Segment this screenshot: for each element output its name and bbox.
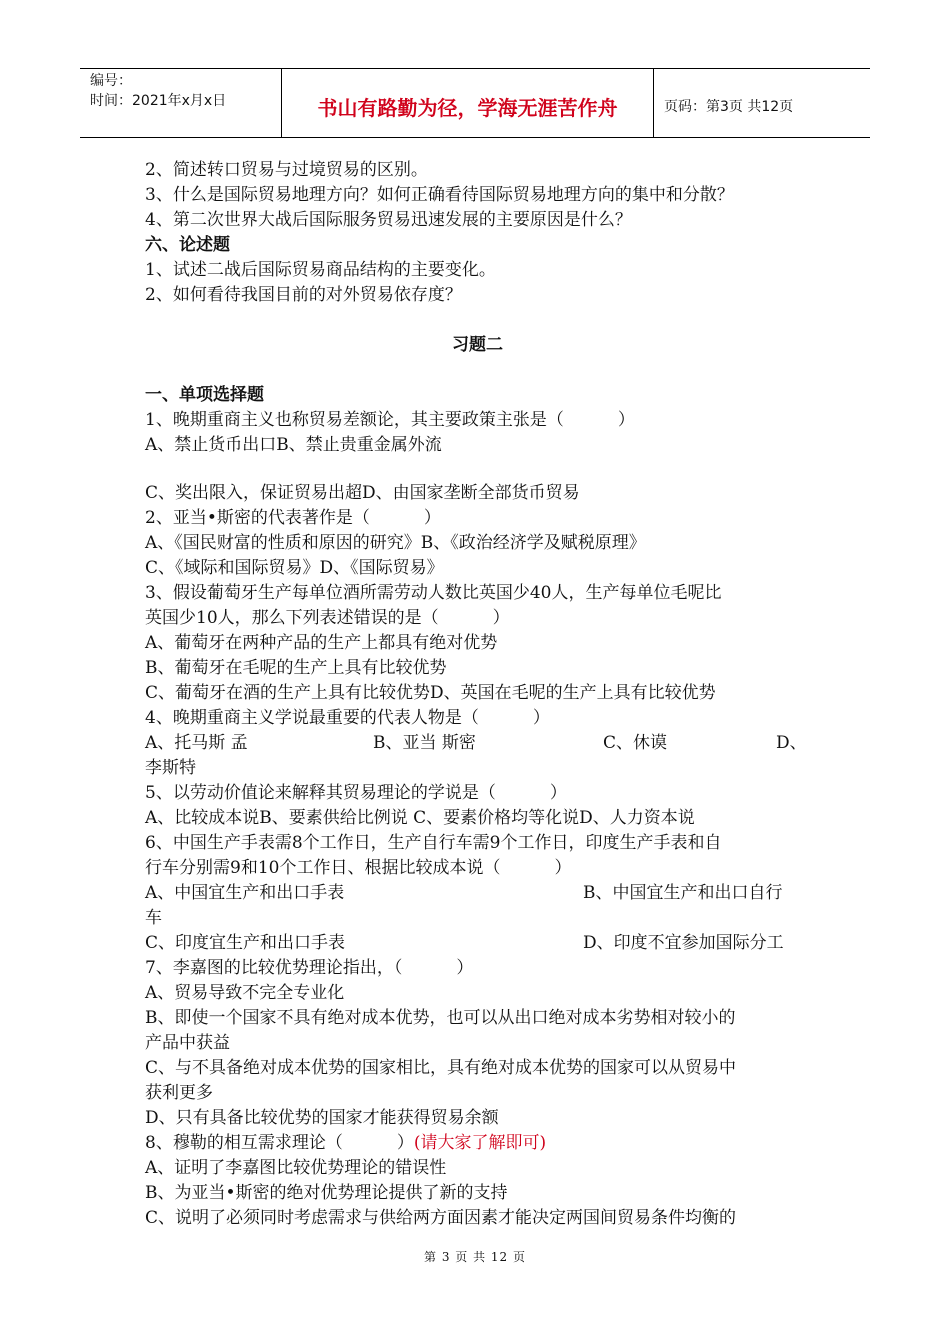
question-stem: 3、假设葡萄牙生产每单位酒所需劳动人数比英国少40人，生产每单位毛呢比 <box>145 583 722 603</box>
option-row <box>145 931 810 956</box>
option-line: A、贸易导致不完全专业化 <box>145 983 345 1003</box>
number-label: 编号： <box>90 73 132 89</box>
question-stem: 4、晚期重商主义学说最重要的代表人物是（ ） <box>145 708 550 728</box>
question-stem: 2、亚当•斯密的代表著作是（ ） <box>145 508 441 528</box>
option-b: B、亚当 斯密 <box>373 733 476 753</box>
header-meta <box>80 69 282 137</box>
header-page-info: 页码：第3页 共12页 <box>664 99 794 115</box>
question-line: 2、如何看待我国目前的对外贸易依存度？ <box>145 285 462 305</box>
question-line: 4、第二次世界大战后国际服务贸易迅速发展的主要原因是什么？ <box>145 210 632 230</box>
document-body <box>145 158 810 1231</box>
section-heading: 六、论述题 <box>145 235 230 255</box>
header-motto: 书山有路勤为径，学海无涯苦作舟 <box>282 69 654 137</box>
option-c: C、休谟 <box>603 733 668 753</box>
option-line: C、与不具备绝对成本优势的国家相比，具有绝对成本优势的国家可以从贸易中 <box>145 1058 737 1078</box>
date-label: 时间：2021年x月x日 <box>90 93 227 109</box>
option-line: 获利更多 <box>145 1083 213 1103</box>
question-stem: 英国少10人，那么下列表述错误的是（ ） <box>145 608 510 628</box>
chapter-title: 习题二 <box>452 335 503 355</box>
question-stem: 7、李嘉图的比较优势理论指出，（ ） <box>145 958 474 978</box>
question-stem: 1、晚期重商主义也称贸易差额论，其主要政策主张是（ ） <box>145 410 635 430</box>
option-line: A、禁止货币出口B、禁止贵重金属外流 <box>145 435 442 455</box>
option-d: D、印度不宜参加国际分工 <box>583 933 784 953</box>
page-footer: 第 3 页 共 12 页 <box>424 1250 526 1264</box>
question-text: 8、穆勒的相互需求理论（ ） <box>145 1133 414 1153</box>
option-c: C、印度宜生产和出口手表 <box>145 933 346 953</box>
option-b: B、中国宜生产和出口自行 <box>583 883 783 903</box>
option-line: A、葡萄牙在两种产品的生产上都具有绝对优势 <box>145 633 498 653</box>
question-stem <box>145 1131 810 1156</box>
option-line: 李斯特 <box>145 758 196 778</box>
option-line: C、奖出限入，保证贸易出超D、由国家垄断全部货币贸易 <box>145 483 580 503</box>
option-a: A、中国宜生产和出口手表 <box>145 883 345 903</box>
option-a: A、托马斯 孟 <box>145 733 248 753</box>
option-d: D、 <box>776 733 807 753</box>
question-note: (请大家了解即可) <box>413 1133 547 1153</box>
question-line: 1、试述二战后国际贸易商品结构的主要变化。 <box>145 260 496 280</box>
option-row <box>145 881 810 906</box>
page-header <box>80 68 870 138</box>
option-line: A、比较成本说B、要素供给比例说 C、要素价格均等化说D、人力资本说 <box>145 808 695 828</box>
option-line: A、《国民财富的性质和原因的研究》B、《政治经济学及赋税原理》 <box>145 533 646 553</box>
option-line: C、《域际和国际贸易》D、《国际贸易》 <box>145 558 444 578</box>
question-line: 2、简述转口贸易与过境贸易的区别。 <box>145 160 428 180</box>
section-heading: 一、单项选择题 <box>145 385 264 405</box>
option-line: B、葡萄牙在毛呢的生产上具有比较优势 <box>145 658 447 678</box>
option-line: D、只有具备比较优势的国家才能获得贸易余额 <box>145 1108 499 1128</box>
option-line: A、证明了李嘉图比较优势理论的错误性 <box>145 1158 447 1178</box>
option-line: C、说明了必须同时考虑需求与供给两方面因素才能决定两国间贸易条件均衡的 <box>145 1208 737 1228</box>
option-line: C、葡萄牙在酒的生产上具有比较优势D、英国在毛呢的生产上具有比较优势 <box>145 683 716 703</box>
option-line: B、即使一个国家不具有绝对成本优势，也可以从出口绝对成本劣势相对较小的 <box>145 1008 736 1028</box>
question-stem: 6、中国生产手表需8个工作日，生产自行车需9个工作日，印度生产手表和自 <box>145 833 722 853</box>
question-stem: 行车分别需9和10个工作日、根据比较成本说（ ） <box>145 858 572 878</box>
question-line: 3、什么是国际贸易地理方向？如何正确看待国际贸易地理方向的集中和分散？ <box>145 185 734 205</box>
question-stem: 5、以劳动价值论来解释其贸易理论的学说是（ ） <box>145 783 567 803</box>
option-line: 产品中获益 <box>145 1033 230 1053</box>
option-line: B、为亚当•斯密的绝对优势理论提供了新的支持 <box>145 1183 508 1203</box>
option-row <box>145 731 810 756</box>
option-line: 车 <box>145 908 162 928</box>
